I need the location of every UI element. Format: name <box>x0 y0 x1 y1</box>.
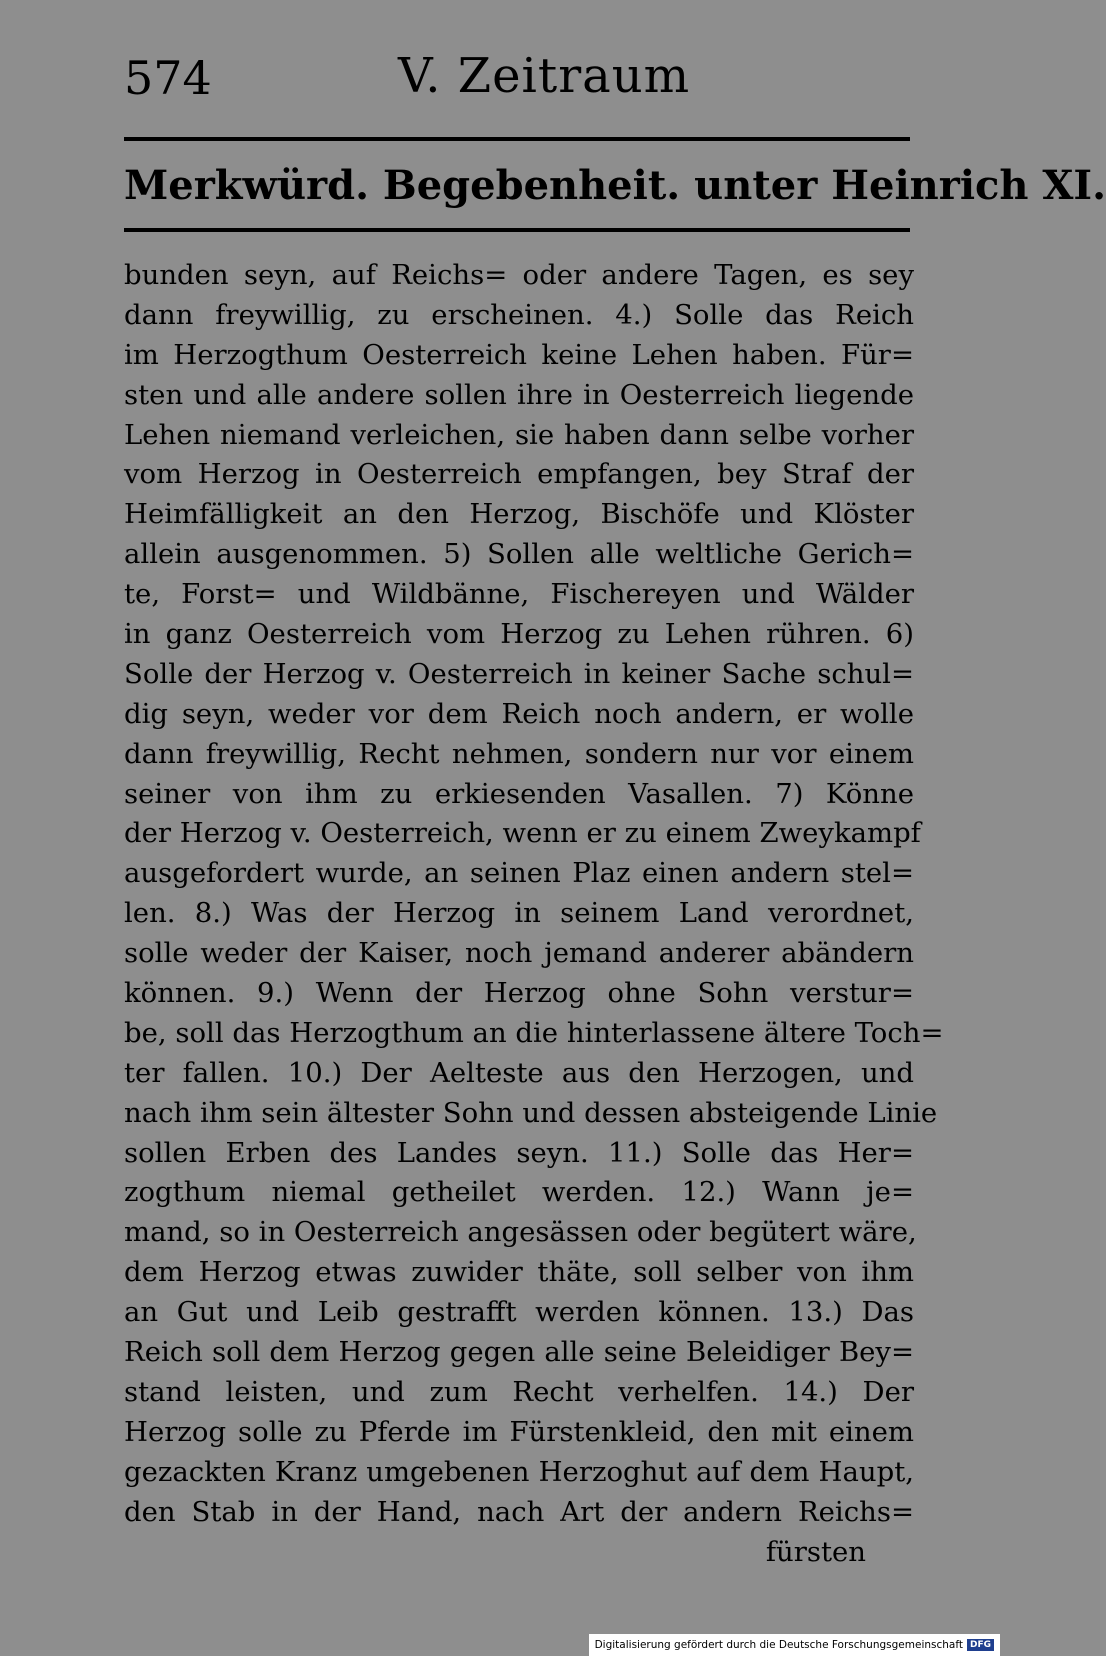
text-line: sten und alle andere sollen ihre in Oesterreich liegende <box>124 378 914 411</box>
text-line: Solle der Herzog v. Oesterreich in keiner Sache schul= <box>124 657 914 690</box>
body-text <box>124 256 944 1572</box>
text-line: te, Forst= und Wildbänne, Fischereyen und Wälder <box>124 578 914 611</box>
text-line: be, soll das Herzogthum an die hinterlassene ältere Toch= <box>124 1016 944 1049</box>
text-line: stand leisten, und zum Recht verhelfen. 14.) Der <box>124 1375 914 1408</box>
text-line: vom Herzog in Oesterreich empfangen, bey Straf der <box>124 458 914 491</box>
text-line: im Herzogthum Oesterreich keine Lehen haben. Für= <box>124 338 914 371</box>
running-head: V. Zeitraum <box>398 48 691 104</box>
text-line: dann freywillig, Recht nehmen, sondern nur vor einem <box>124 737 914 770</box>
header-rule-top <box>124 137 910 141</box>
text-line: Heimfälligkeit an den Herzog, Bischöfe und Klöster <box>124 498 914 531</box>
page-number: 574 <box>124 51 212 105</box>
text-line: gezackten Kranz umgebenen Herzoghut auf dem Haupt, <box>124 1455 914 1488</box>
header-rule-bottom <box>124 228 910 232</box>
dfg-logo-icon: DFG <box>967 1639 994 1651</box>
text-line: allein ausgenommen. 5) Sollen alle weltliche Gerich= <box>124 538 914 571</box>
text-line: mand, so in Oesterreich angesässen oder begütert wäre, <box>124 1216 917 1249</box>
text-line: solle weder der Kaiser, noch jemand anderer abändern <box>124 937 914 970</box>
text-line: nach ihm sein ältester Sohn und dessen absteigende Linie <box>124 1096 938 1129</box>
text-line: Lehen niemand verleichen, sie haben dann selbe vorher <box>124 418 914 451</box>
text-line: den Stab in der Hand, nach Art der andern Reichs= <box>124 1495 914 1528</box>
text-line: in ganz Oesterreich vom Herzog zu Lehen rühren. 6) <box>124 618 914 651</box>
text-line: dig seyn, weder vor dem Reich noch andern, er wolle <box>124 697 914 730</box>
text-line: sollen Erben des Landes seyn. 11.) Solle das Her= <box>124 1136 914 1169</box>
text-line: Herzog solle zu Pferde im Fürstenkleid, den mit einem <box>124 1415 914 1448</box>
text-line: ter fallen. 10.) Der Aelteste aus den Herzogen, und <box>124 1056 914 1089</box>
text-line: dem Herzog etwas zuwider thäte, soll selber von ihm <box>124 1256 914 1289</box>
text-line: können. 9.) Wenn der Herzog ohne Sohn verstur= <box>124 977 914 1010</box>
text-line: Reich soll dem Herzog gegen alle seine Beleidiger Bey= <box>124 1336 914 1369</box>
footer-credit: Digitalisierung gefördert durch die Deutsche Forschungsgemeinschaft <box>594 1639 963 1651</box>
section-title: Merkwürd. Begebenheit. unter Heinrich XI. <box>124 162 1106 209</box>
text-line: ausgefordert wurde, an seinen Plaz einen andern stel= <box>124 857 914 890</box>
text-line: dann freywillig, zu erscheinen. 4.) Solle das Reich <box>124 298 914 331</box>
catchword: fürsten <box>765 1535 866 1568</box>
text-line: zogthum niemal getheilet werden. 12.) Wann je= <box>124 1176 914 1209</box>
text-line: seiner von ihm zu erkiesenden Vasallen. 7) Könne <box>124 777 914 810</box>
text-line: bunden seyn, auf Reichs= oder andere Tagen, es sey <box>124 259 914 291</box>
text-line: an Gut und Leib gestrafft werden können. 13.) Das <box>124 1296 914 1329</box>
text-line: der Herzog v. Oesterreich, wenn er zu einem Zweykampf <box>124 817 921 850</box>
digitization-footer <box>589 1634 1000 1656</box>
text-line: len. 8.) Was der Herzog in seinem Land verordnet, <box>124 897 914 930</box>
